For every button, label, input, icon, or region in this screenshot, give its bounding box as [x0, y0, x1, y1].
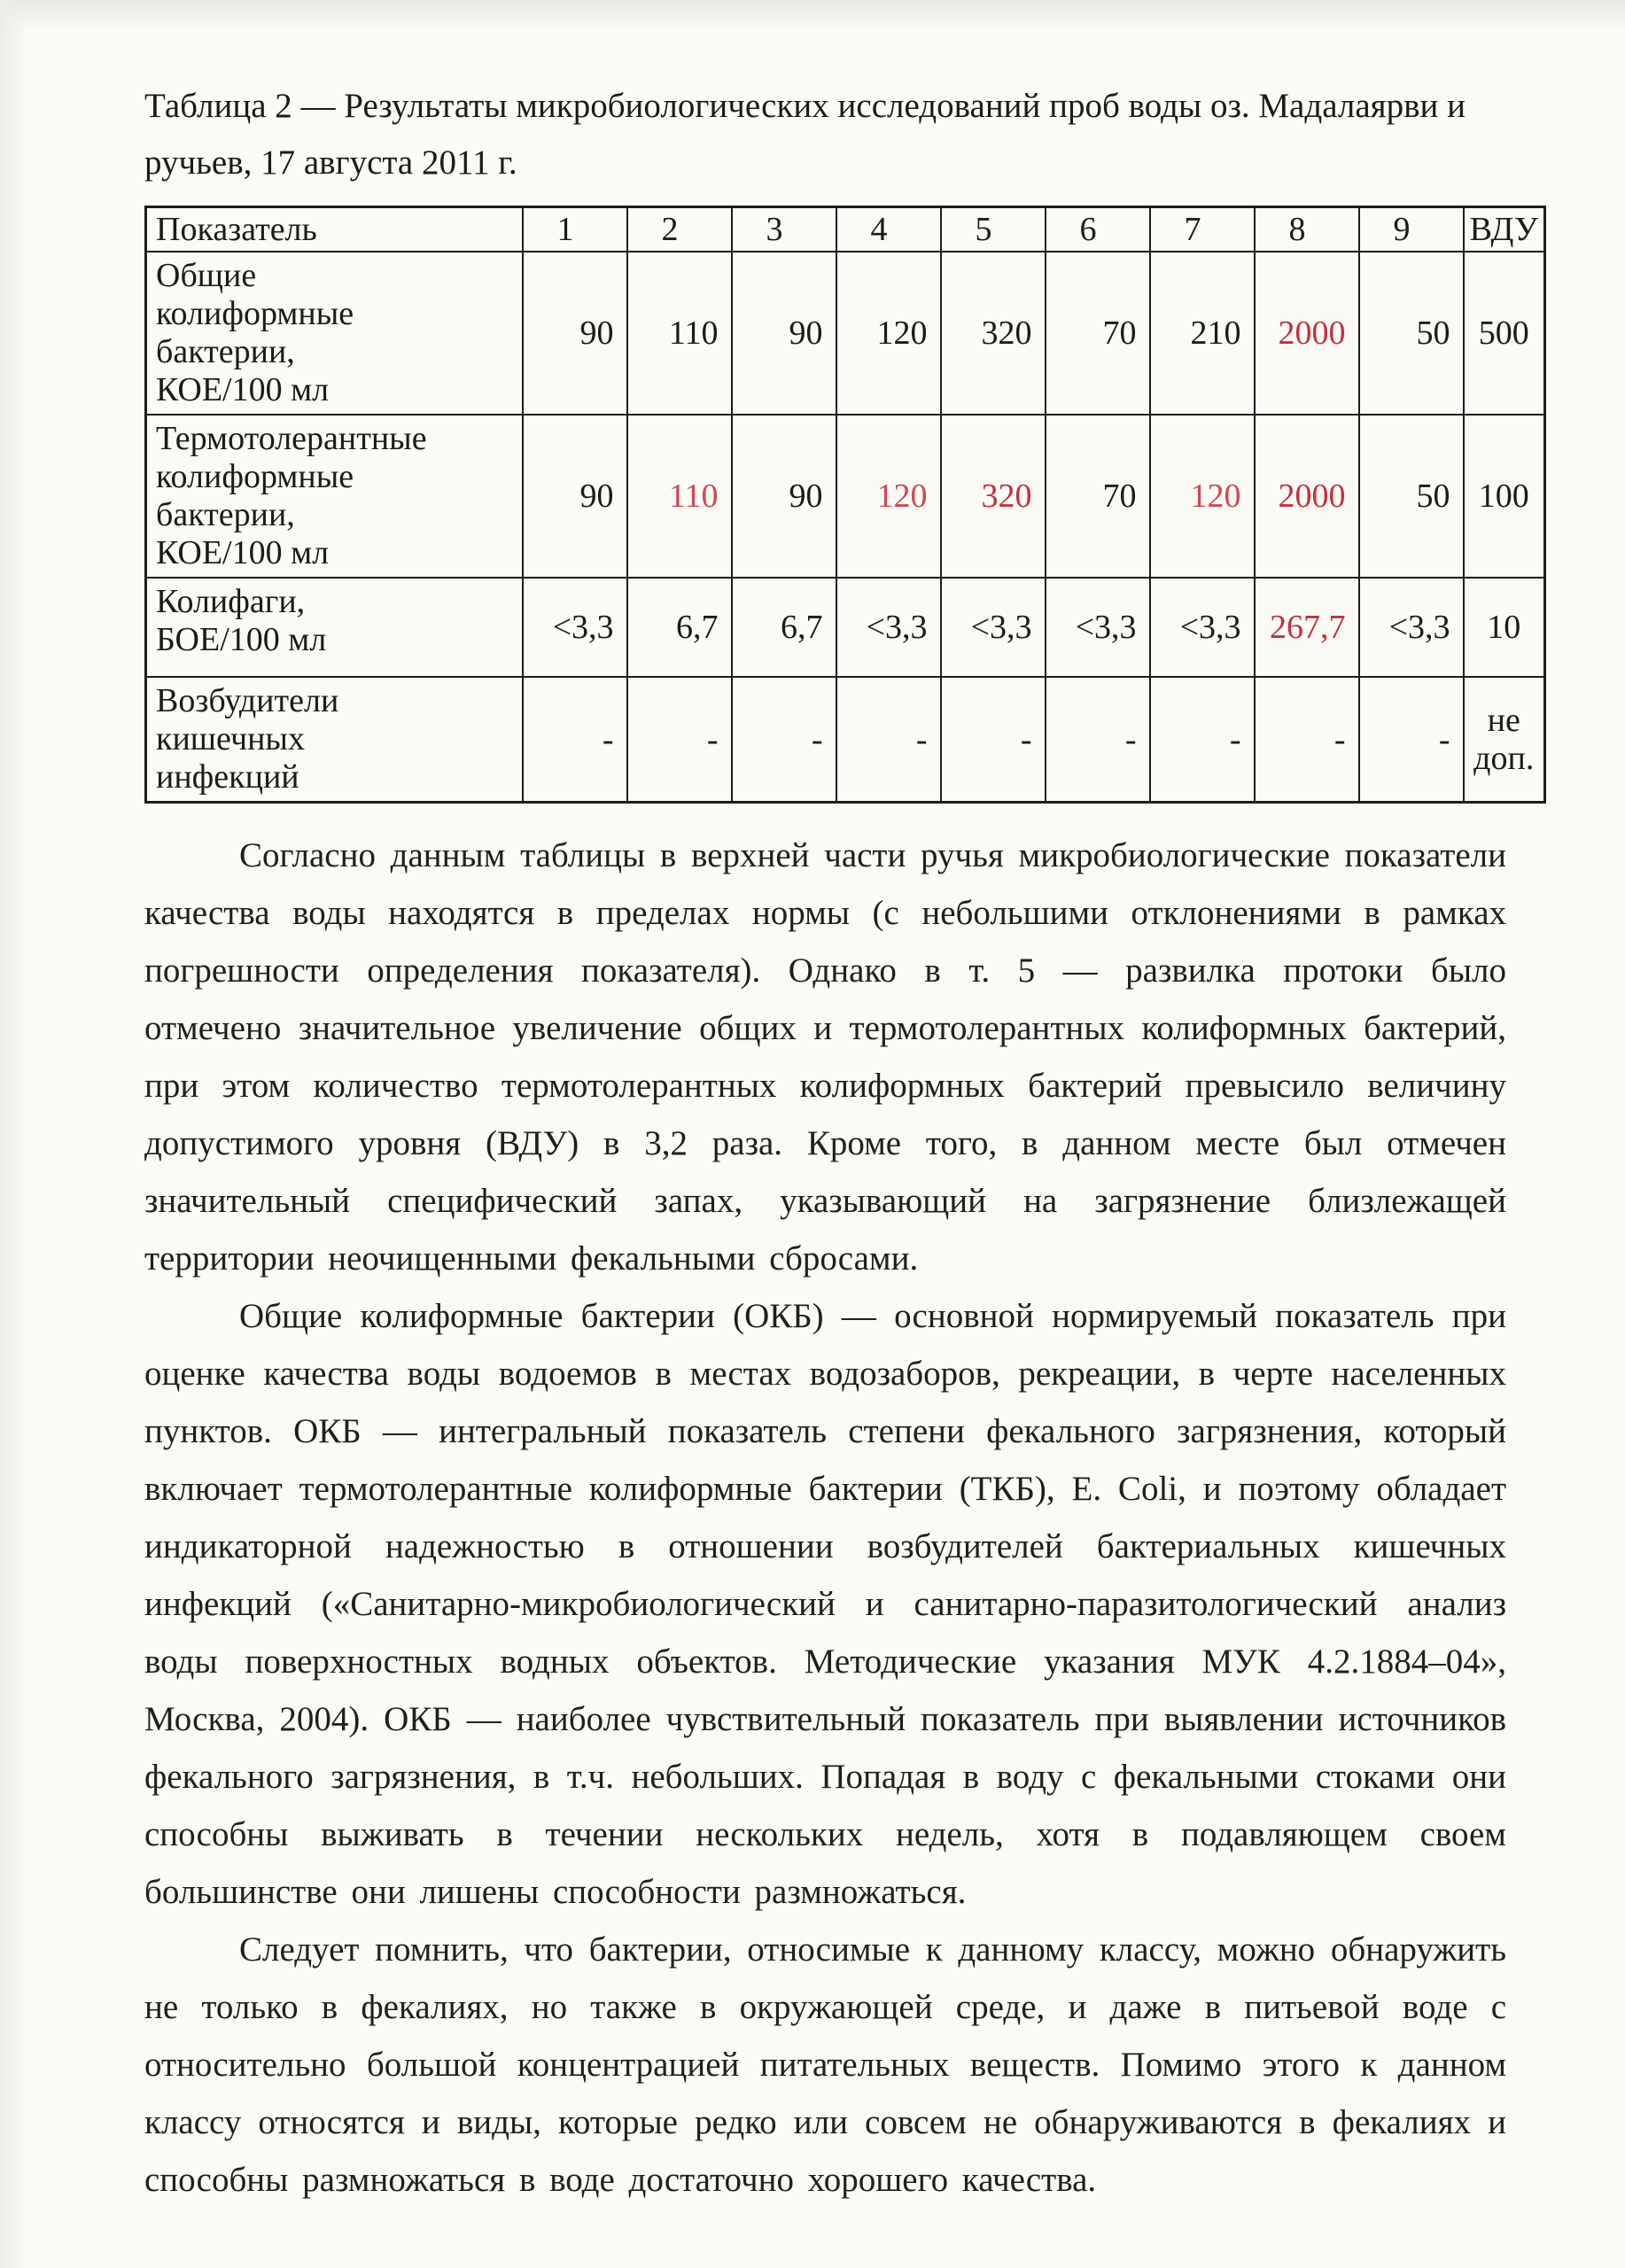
header-cell: Показатель — [146, 207, 523, 252]
row-label-line: бактерии, — [156, 333, 295, 370]
value-cell: - — [1046, 677, 1150, 803]
value-cell: 6,7 — [732, 578, 836, 677]
value-cell: <3,3 — [941, 578, 1046, 677]
header-cell: 7 — [1150, 207, 1255, 252]
value-cell: <3,3 — [523, 578, 627, 677]
value-cell: 90 — [732, 252, 836, 415]
value-cell: 320 — [941, 252, 1046, 415]
value-cell: 90 — [523, 415, 627, 578]
row-label — [146, 578, 523, 677]
row-label-line: кишечных — [156, 720, 305, 757]
table-row — [146, 578, 1545, 677]
row-label-line: колиформные — [156, 295, 354, 332]
table-caption: Таблица 2 — Результаты микробиологических исследований проб воды оз. Мадалаярви и ручьев, 17 августа 2011 г. — [144, 87, 1466, 182]
value-cell: 320 — [941, 415, 1046, 578]
row-label-line: колиформные — [156, 458, 354, 495]
table-row — [146, 252, 1545, 415]
row-label-line: Термотолерантные — [156, 420, 427, 457]
row-label-line: БОЕ/100 мл — [156, 621, 327, 658]
header-cell: 4 — [836, 207, 941, 252]
value-cell: - — [732, 677, 836, 803]
value-cell: 70 — [1046, 415, 1150, 578]
value-cell: - — [1255, 677, 1359, 803]
value-cell: <3,3 — [1150, 578, 1255, 677]
table-row — [146, 677, 1545, 803]
value-cell: <3,3 — [1359, 578, 1464, 677]
value-cell: <3,3 — [1046, 578, 1150, 677]
header-cell: 9 — [1359, 207, 1464, 252]
value-cell: <3,3 — [836, 578, 941, 677]
vdu-cell: не доп. — [1464, 677, 1545, 803]
paragraph-1: Согласно данным таблицы в верхней части ручья микробиологические показатели качества воды находятся в пределах нормы (с небольшими отклонениями в рамках погрешности определения показателя). Однако в т. 5 — развилка протоки было отмечено значительное увеличение общих и термотолерантных колиформных бактерий, при этом количество термотолерантных колиформных бактерий превысило величину допустимого уровня (ВДУ) в 3,2 раза. Кроме того, в данном месте был отмечен значительный специфический запах, указывающий на загрязнение близлежащей территории неочищенными фекальными сбросами. — [144, 836, 1506, 1278]
value-cell: - — [523, 677, 627, 803]
value-cell: 120 — [836, 252, 941, 415]
value-cell: 120 — [836, 415, 941, 578]
table-row — [146, 415, 1545, 578]
row-label — [146, 252, 523, 415]
scan-edge-top — [0, 0, 1625, 30]
value-cell: 90 — [732, 415, 836, 578]
header-cell: 3 — [732, 207, 836, 252]
value-cell: 50 — [1359, 415, 1464, 578]
row-label-line: КОЕ/100 мл — [156, 371, 330, 408]
row-label — [146, 677, 523, 803]
vdu-cell: 100 — [1464, 415, 1545, 578]
header-cell: ВДУ — [1464, 207, 1545, 252]
table-header-row — [146, 207, 1545, 252]
row-label-line: Общие — [156, 257, 257, 294]
paragraph-2: Общие колиформные бактерии (ОКБ) — основной нормируемый показатель при оценке качества воды водоемов в местах водозаборов, рекреации, в черте населенных пунктов. ОКБ — интегральный показатель степени фекального загрязнения, который включает термотолерантные колиформные бактерии (ТКБ), E. Coli, и поэтому обладает индикаторной надежностью в отношении возбудителей бактериальных кишечных инфекций («Санитарно-микробиологический и санитарно-паразитологический анализ воды поверхностных водных объектов. Методические указания МУК 4.2.1884–04», Москва, 2004). ОКБ — наиболее чувствительный показатель при выявлении источников фекального загрязнения, в т.ч. небольших. Попадая в воду с фекальными стоками они способны выживать в течении нескольких недель, хотя в подавляющем своем большинстве они лишены способности размножаться. — [144, 1297, 1506, 1911]
header-cell: 5 — [941, 207, 1046, 252]
row-label-line: бактерии, — [156, 496, 295, 533]
results-table — [144, 206, 1546, 804]
header-cell: 8 — [1255, 207, 1359, 252]
value-cell: 90 — [523, 252, 627, 415]
value-cell: 6,7 — [627, 578, 732, 677]
vdu-cell: 10 — [1464, 578, 1545, 677]
header-cell: 2 — [627, 207, 732, 252]
value-cell: 2000 — [1255, 252, 1359, 415]
value-cell: 50 — [1359, 252, 1464, 415]
document-content — [144, 78, 1538, 2209]
vdu-cell: 500 — [1464, 252, 1545, 415]
value-cell: - — [941, 677, 1046, 803]
row-label — [146, 415, 523, 578]
scan-edge-left — [0, 0, 27, 2268]
value-cell: 210 — [1150, 252, 1255, 415]
body-text — [144, 827, 1506, 2209]
row-label-line: КОЕ/100 мл — [156, 534, 330, 571]
value-cell: 267,7 — [1255, 578, 1359, 677]
paragraph-3: Следует помнить, что бактерии, относимые к данному классу, можно обнаружить не только в фекалиях, но также в окружающей среде, и даже в питьевой воде с относительно большой концентрацией питательных веществ. Помимо этого к данном классу относятся и виды, которые редко или совсем не обнаруживаются в фекалиях и способны размножаться в воде достаточно хорошего качества. — [144, 1930, 1506, 2199]
value-cell: - — [1359, 677, 1464, 803]
table-body — [146, 252, 1545, 803]
value-cell: - — [836, 677, 941, 803]
value-cell: 110 — [627, 415, 732, 578]
header-cell: 6 — [1046, 207, 1150, 252]
value-cell: - — [1150, 677, 1255, 803]
value-cell: 110 — [627, 252, 732, 415]
row-label-line: Возбудители — [156, 682, 339, 719]
value-cell: 120 — [1150, 415, 1255, 578]
value-cell: 2000 — [1255, 415, 1359, 578]
value-cell: - — [627, 677, 732, 803]
header-cell: 1 — [523, 207, 627, 252]
row-label-line: Колифаги, — [156, 583, 306, 620]
row-label-line: инфекций — [156, 758, 299, 796]
value-cell: 70 — [1046, 252, 1150, 415]
